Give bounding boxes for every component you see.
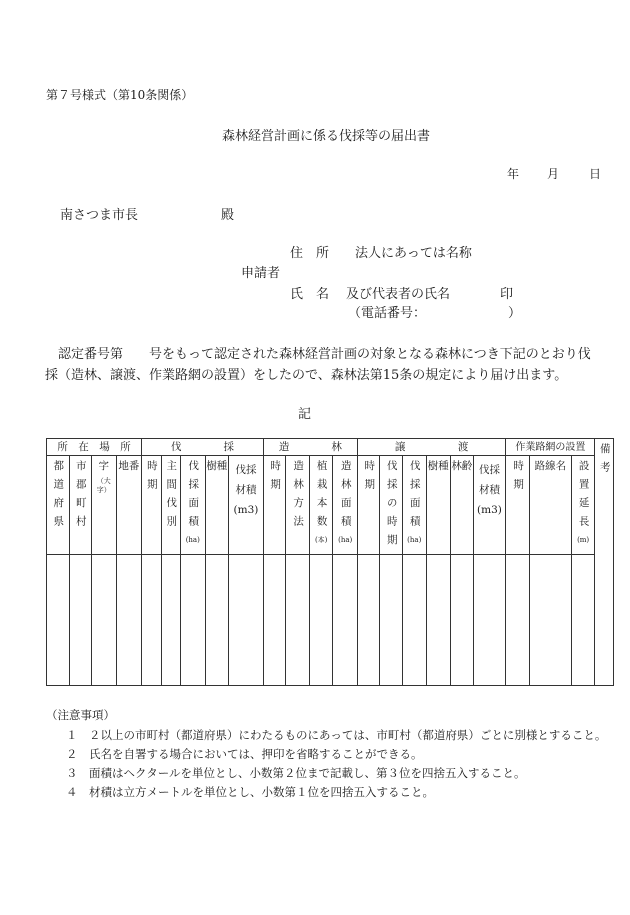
col-felling-period: 時期 bbox=[142, 456, 161, 555]
group-location: 所 在 場 所 bbox=[47, 439, 142, 456]
col-felling-species: 樹種 bbox=[205, 456, 229, 555]
table-row bbox=[47, 555, 614, 686]
col-road-name: 路線名 bbox=[529, 456, 571, 555]
col-road-period: 時期 bbox=[506, 456, 530, 555]
body-text-line1: 認定番号第 号をもって認定された森林経営計画の対象となる森林につき下記のとおり伐 bbox=[58, 347, 591, 362]
document-title: 森林経営計画に係る伐採等の届出書 bbox=[222, 129, 431, 144]
col-planting-period: 時期 bbox=[263, 456, 286, 555]
col-transfer-volume: 伐採 材積 (m3) bbox=[473, 456, 506, 555]
col-planting-area: 造林面積 (ha) bbox=[333, 456, 358, 555]
applicant-address-label: 住 所 bbox=[290, 246, 330, 261]
col-felling-volume: 伐採 材積 (m3) bbox=[229, 456, 264, 555]
notes-heading: （注意事項） bbox=[46, 708, 115, 722]
col-road-length: 設置延長 (m) bbox=[571, 456, 595, 555]
col-planting-method: 造林方法 bbox=[286, 456, 310, 555]
col-aza: 字 （大字） bbox=[92, 456, 117, 555]
col-chiban: 地番 bbox=[116, 456, 142, 555]
col-city: 市郡町村 bbox=[69, 456, 92, 555]
note-item-1: １ ２以上の市町村（都道府県）にわたるものにあっては、市町村（都道府県）ごとに別様とすること。 bbox=[66, 728, 607, 742]
applicant-address-note: 法人にあっては名称 bbox=[355, 246, 472, 261]
note-item-2: ２ 氏名を自署する場合においては、押印を省略することができる。 bbox=[66, 747, 423, 761]
group-planting: 造 林 bbox=[263, 439, 357, 456]
applicant-name-note: 及び代表者の氏名 bbox=[346, 287, 451, 302]
phone-open: （電話番号： bbox=[348, 306, 427, 321]
applicant-label: 申請者 bbox=[241, 266, 281, 281]
group-transfer: 譲 渡 bbox=[357, 439, 505, 456]
date-day: 日 bbox=[589, 167, 602, 181]
col-prefecture: 都道府県 bbox=[47, 456, 70, 555]
col-planting-count: 植栽本数 (本) bbox=[309, 456, 333, 555]
col-transfer-period: 時期 bbox=[357, 456, 380, 555]
addressee-name: 南さつま市長 bbox=[60, 208, 139, 223]
note-item-3: ３ 面積はヘクタールを単位とし、小数第２位まで記載し、第３位を四捨五入すること。 bbox=[66, 766, 526, 780]
phone-close: ） bbox=[508, 306, 522, 321]
date-month: 月 bbox=[547, 167, 560, 181]
applicant-name-label: 氏 名 bbox=[290, 287, 330, 302]
col-transfer-area: 伐採面積 (ha) bbox=[402, 456, 426, 555]
col-felling-area: 伐採面積 (ha) bbox=[181, 456, 206, 555]
group-road: 作業路網の設置 bbox=[506, 439, 595, 456]
group-felling: 伐 採 bbox=[142, 439, 264, 456]
col-transfer-age: 林齢 bbox=[451, 456, 474, 555]
group-remarks: 備考 bbox=[595, 439, 614, 686]
body-text-line2: 採（造林、譲渡、作業路網の設置）をしたので、森林法第15条の規定により届け出ます。 bbox=[45, 368, 568, 383]
col-transfer-timing: 伐採の時期 bbox=[380, 456, 403, 555]
note-item-4: ４ 材積は立方メートルを単位とし、小数第１位を四捨五入すること。 bbox=[66, 785, 434, 799]
col-felling-method: 主間伐別 bbox=[161, 456, 180, 555]
form-number: 第７号様式（第10条関係） bbox=[46, 88, 194, 102]
addressee-honorific: 殿 bbox=[221, 208, 235, 223]
ki-heading: 記 bbox=[298, 407, 312, 422]
date-year: 年 bbox=[507, 167, 520, 181]
felling-report-table bbox=[46, 438, 614, 686]
col-transfer-species: 樹種 bbox=[426, 456, 451, 555]
seal-mark: 印 bbox=[500, 287, 514, 302]
